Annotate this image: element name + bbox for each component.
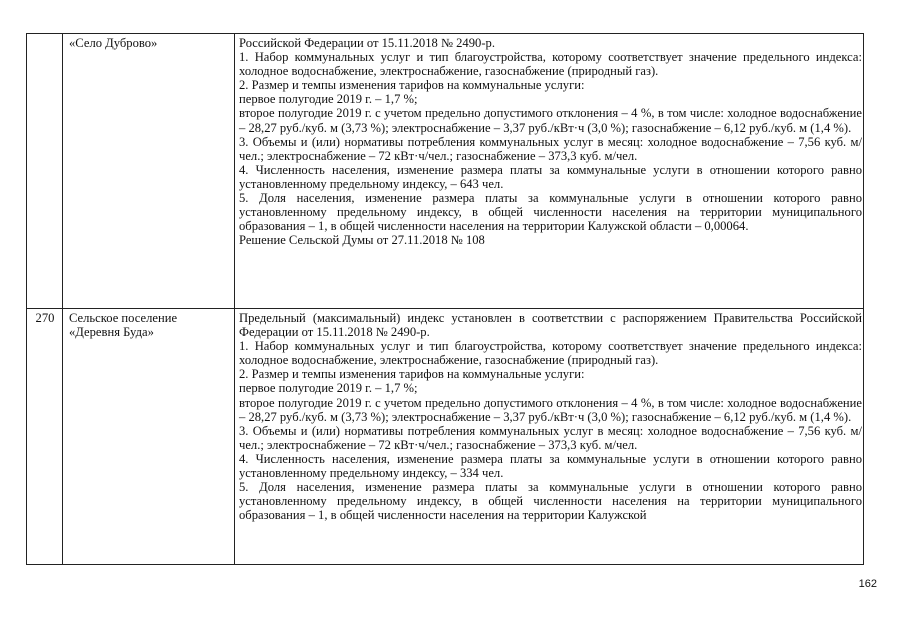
row-270-name-cell — [65, 311, 229, 339]
row-cont-name: «Село Дуброво» — [69, 36, 158, 50]
row-270-line-6: 4. Численность населения, изменение размера платы за коммунальные услуги в отношении которого равно установленному предельному индексу, – 334 чел. — [239, 451, 862, 481]
column-divider-2 — [234, 34, 235, 564]
row-cont-line-7: 5. Доля населения, изменение размера платы за коммунальные услуги в отношении которого равно установленному предельному индексу, в общей численности населения на территории муниципального образования – 1, в общей численности населения на территории Калужской области – 0,00064. — [239, 191, 862, 234]
row-270-line-5: 3. Объемы и (или) нормативы потребления коммунальных услуг в месяц: холодное водоснабжение – 7,56 куб. м/чел.; электроснабжение – 72 кВт·ч/чел.; газоснабжение – 373,3 куб. м/чел. — [239, 423, 862, 452]
row-cont-line-0: Российской Федерации от 15.11.2018 № 2490-р. — [239, 36, 495, 50]
row-270-line-2: 2. Размер и темпы изменения тарифов на коммунальные услуги: — [239, 367, 585, 382]
row-cont-line-6: 4. Численность населения, изменение размера платы за коммунальные услуги в отношении которого равно установленному предельному индексу, – 643 чел. — [239, 162, 862, 191]
page-number: 162 — [858, 578, 877, 590]
row-cont-text-cell — [237, 36, 862, 247]
row-270-line-7: 5. Доля населения, изменение размера платы за коммунальные услуги в отношении которого равно установленному предельному индексу, в общей численности населения на территории муниципального образования – 1, в общей численности населения на территории Калужской — [239, 480, 862, 523]
row-cont-line-2: 2. Размер и темпы изменения тарифов на коммунальные услуги: — [239, 78, 585, 93]
row-270-line-0: Предельный (максимальный) индекс установлен в соответствии с распоряжением Правительства Российской Федерации от 15.11.2018 № 2490-р. — [239, 311, 862, 340]
row-cont-line-5: 3. Объемы и (или) нормативы потребления коммунальных услуг в месяц: холодное водоснабжение – 7,56 куб. м/чел.; электроснабжение – 72 кВт·ч/чел.; газоснабжение – 373,3 куб. м/чел. — [239, 134, 862, 163]
row-cont-line-1: 1. Набор коммунальных услуг и тип благоустройства, которому соответствует значение предельного индекса: холодное водоснабжение, электроснабжение, газоснабжение (природный газ). — [239, 50, 862, 79]
row-cont-line-4: второе полугодие 2019 г. с учетом предельно допустимого отклонения – 4 %, в том числе: холодное водоснабжение – 28,27 руб./куб. м (3,73 %); электроснабжение – 3,37 руб./кВт·ч (3,0 %); газоснабжение – 6,12 руб./куб. м (1,4 %). — [239, 106, 862, 135]
row-270-name-line2: «Деревня Буда» — [69, 325, 154, 340]
row-cont-line-3: первое полугодие 2019 г. – 1,7 %; — [239, 92, 418, 107]
row-270-line-1: 1. Набор коммунальных услуг и тип благоустройства, которому соответствует значение предельного индекса: холодное водоснабжение, электроснабжение, газоснабжение (природный газ). — [239, 339, 862, 368]
column-divider-1 — [62, 34, 63, 564]
row-cont-line-8: Решение Сельской Думы от 27.11.2018 № 108 — [239, 233, 485, 248]
row-270-line-3: первое полугодие 2019 г. – 1,7 %; — [239, 381, 418, 396]
row-270-number: 270 — [35, 311, 55, 325]
document-table — [26, 33, 864, 565]
row-divider — [27, 308, 863, 309]
row-cont-name-cell — [65, 36, 229, 50]
row-270-line-4: второе полугодие 2019 г. с учетом предельно допустимого отклонения – 4 %, в том числе: холодное водоснабжение – 28,27 руб./куб. м (3,73 %); электроснабжение – 3,37 руб./кВт·ч (3,0 %); газоснабжение – 6,12 руб./куб. м (1,4 %). — [239, 395, 862, 424]
row-270-name-line1: Сельское поселение — [69, 311, 178, 325]
row-270-text-cell — [237, 311, 862, 522]
